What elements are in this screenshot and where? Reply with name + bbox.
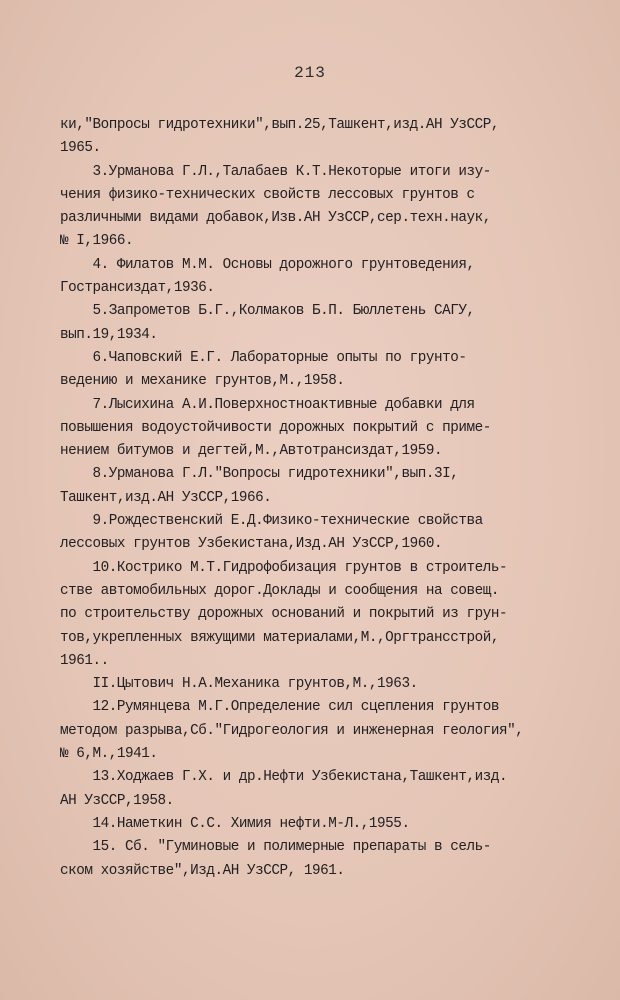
text-line: чения физико-технических свойств лессовых грунтов с (60, 186, 475, 203)
text-line: нением битумов и дегтей,М.,Автотрансиздат,1959. (60, 443, 443, 460)
text-line: методом разрыва,Сб."Гидрогеология и инженерная геология", (60, 722, 524, 739)
text-line: стве автомобильных дорог.Доклады и сообщения на совещ. (60, 582, 499, 599)
text-line: лессовых грунтов Узбекистана,Изд.АН УзССР,1960. (60, 536, 443, 553)
text-line: 15. Сб. "Гуминовые и полимерные препараты в сель- (60, 839, 491, 856)
text-line: № 6,М.,1941. (60, 746, 158, 763)
text-line: 7.Лысихина А.И.Поверхностноактивные добавки для (60, 396, 475, 413)
text-line: ведению и механике грунтов,М.,1958. (60, 373, 345, 390)
text-line: 5.Запрометов Б.Г.,Колмаков Б.П. Бюллетень САГУ, (60, 303, 475, 320)
text-line: тов,укрепленных вяжущими материалами,М.,Оргтрансстрой, (60, 629, 499, 646)
text-line: по строительству дорожных оснований и покрытий из грун- (60, 606, 508, 623)
text-line: 10.Кострико М.Т.Гидрофобизация грунтов в строитель- (60, 559, 508, 576)
text-line: 9.Рождественский Е.Д.Физико-технические свойства (60, 513, 483, 530)
text-line: 1965. (60, 140, 101, 157)
text-line: различными видами добавок,Изв.АН УзССР,сер.техн.наук, (60, 210, 491, 227)
text-line: ки,"Вопросы гидротехники",вып.25,Ташкент,изд.АН УзССР, (60, 117, 499, 133)
text-line: АН УзССР,1958. (60, 792, 174, 809)
page-number: 213 (294, 64, 326, 82)
text-line: вып.19,1934. (60, 326, 158, 343)
text-line: 14.Наметкин С.С. Химия нефти.М-Л.,1955. (60, 815, 410, 832)
text-line: 3.Урманова Г.Л.,Талабаев К.Т.Некоторые итоги изу- (60, 163, 491, 180)
text-line: II.Цытович Н.А.Механика грунтов,М.,1963. (60, 676, 418, 693)
text-line: 8.Урманова Г.Л."Вопросы гидротехники",вып.3I, (60, 466, 459, 483)
bibliography-text (60, 114, 560, 883)
text-line: Ташкент,изд.АН УзССР,1966. (60, 489, 272, 506)
text-line: № I,1966. (60, 233, 134, 250)
text-line: Гострансиздат,1936. (60, 280, 215, 297)
text-line: 12.Румянцева М.Г.Определение сил сцепления грунтов (60, 699, 499, 716)
text-line: ском хозяйстве",Изд.АН УзССР, 1961. (60, 862, 345, 879)
text-line: 4. Филатов М.М. Основы дорожного грунтоведения, (60, 256, 475, 273)
text-line: повышения водоустойчивости дорожных покрытий с приме- (60, 419, 491, 436)
text-line: 6.Чаповский Е.Г. Лабораторные опыты по грунто- (60, 349, 467, 366)
text-line: 1961.. (60, 652, 109, 669)
text-line: 13.Ходжаев Г.Х. и др.Нефти Узбекистана,Ташкент,изд. (60, 769, 508, 786)
